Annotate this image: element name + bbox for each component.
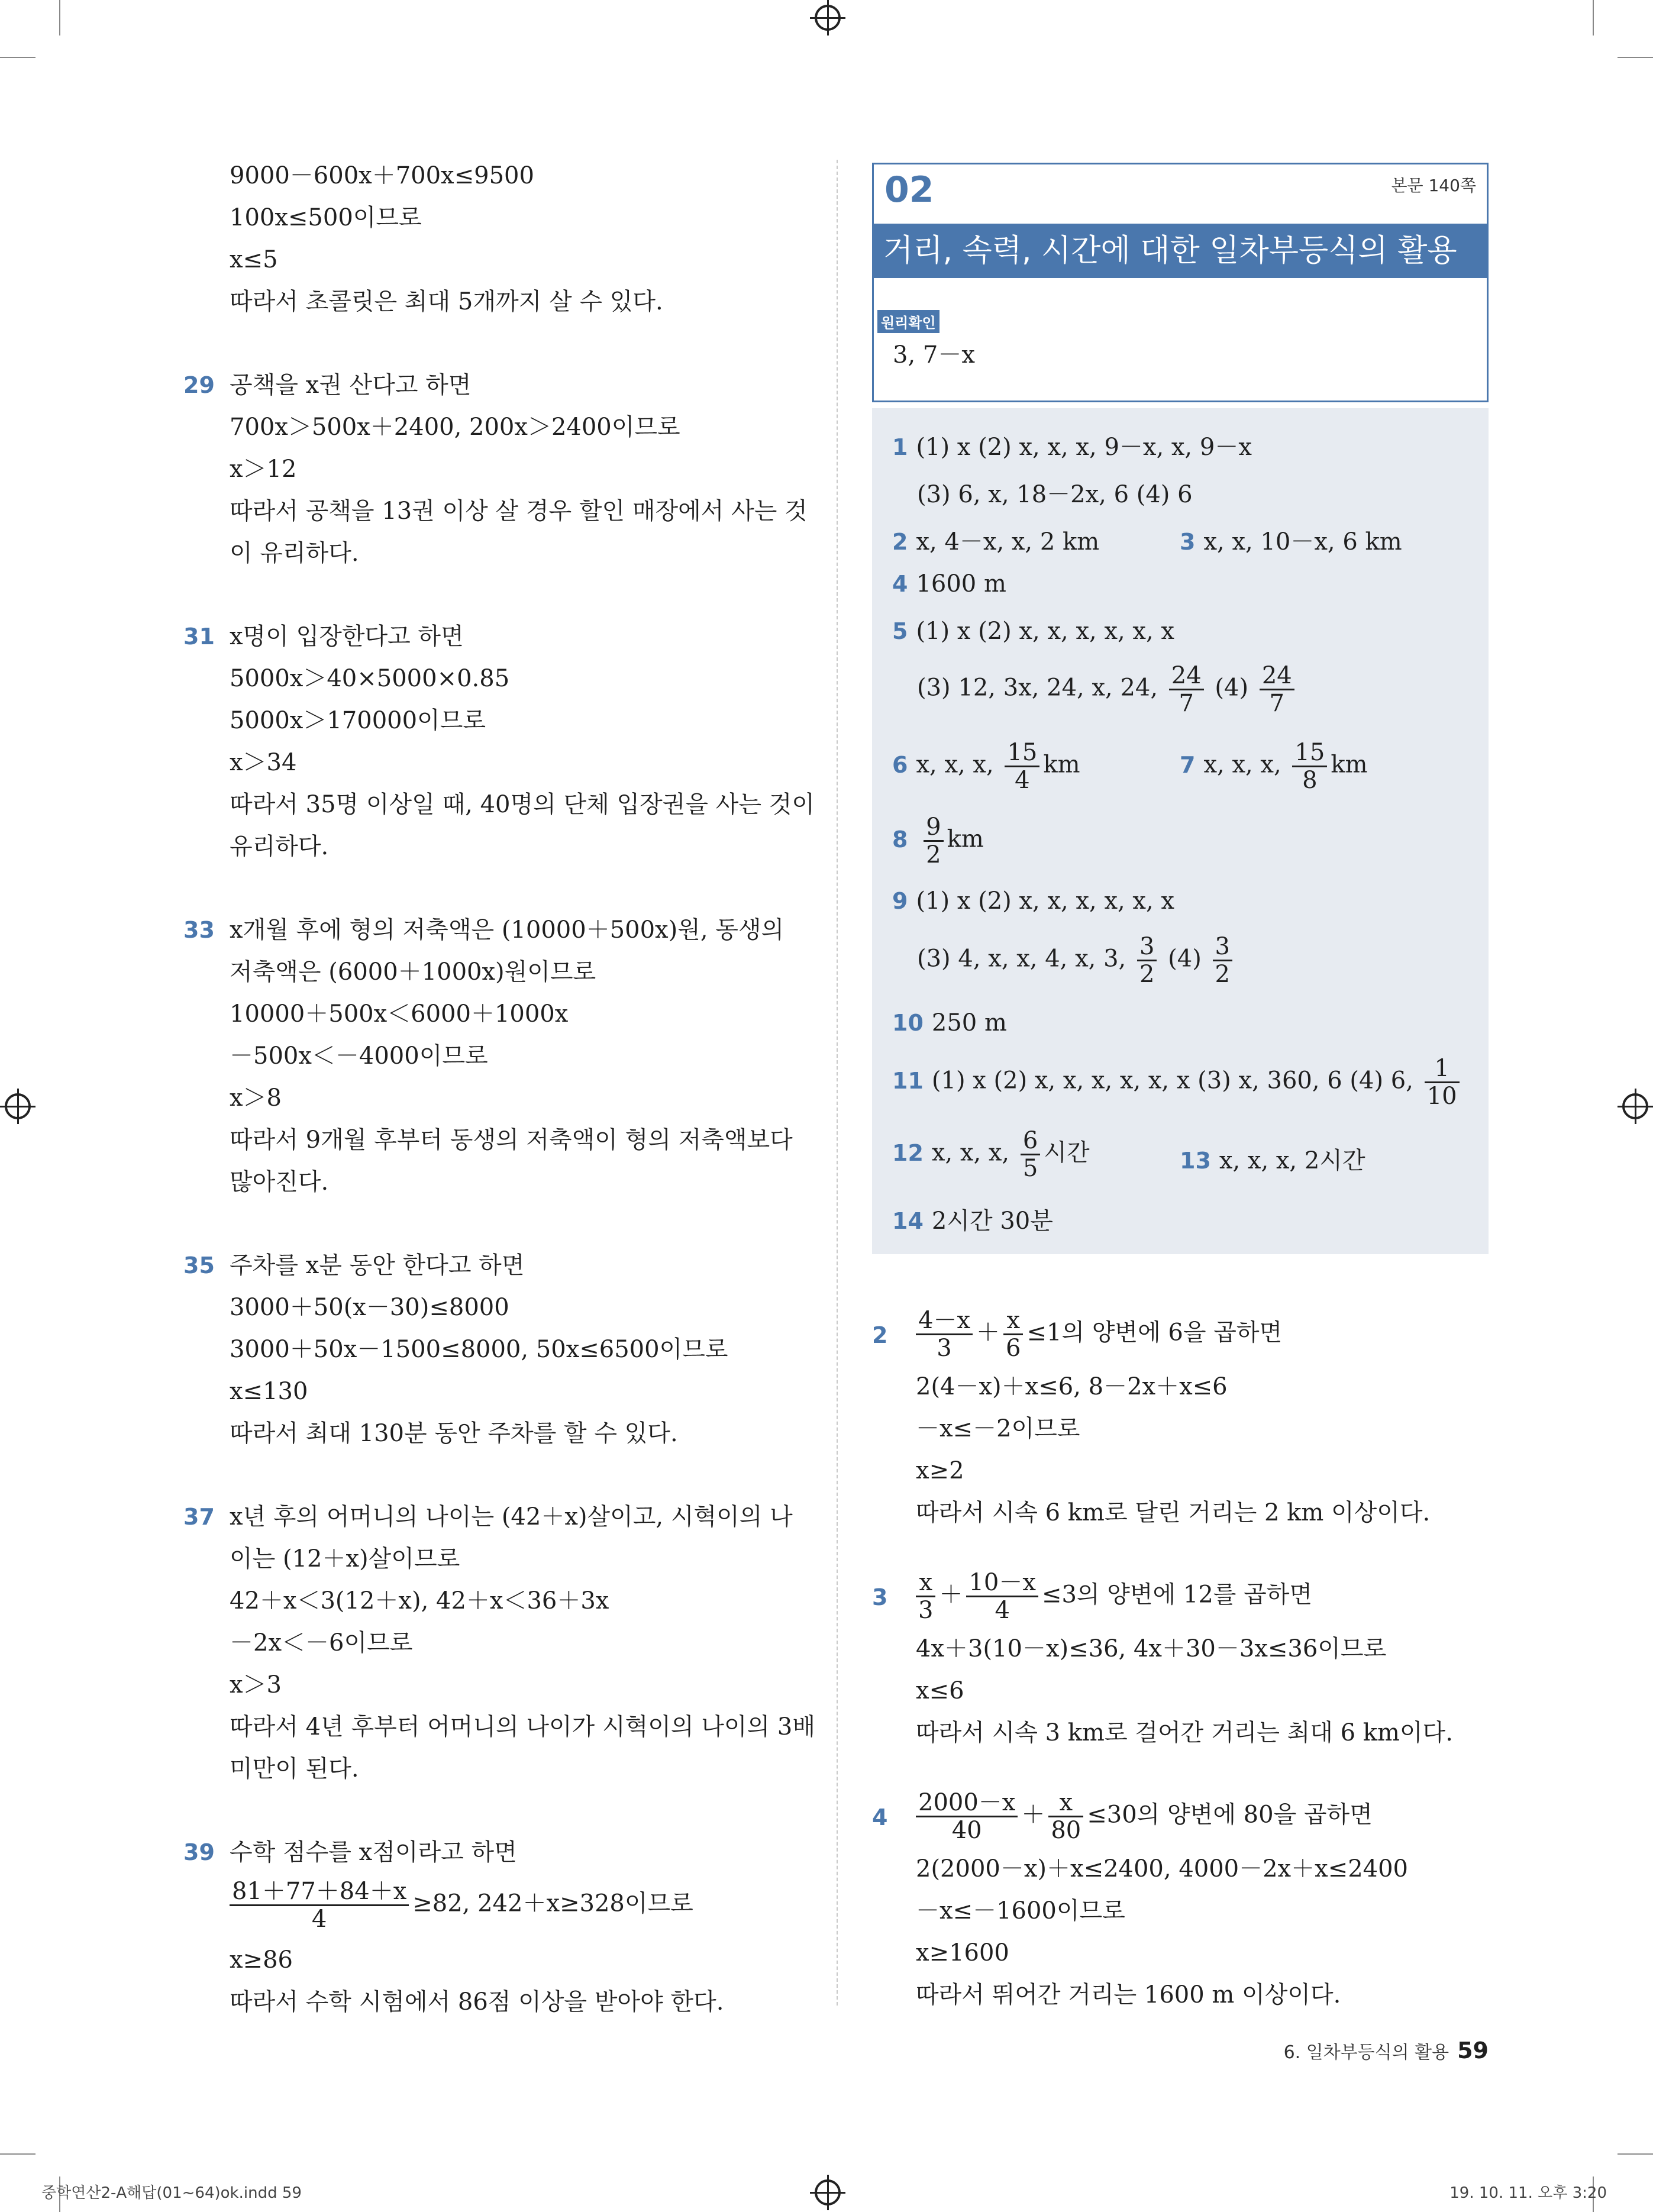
- solution-line: 700x＞500x＋2400, 200x＞2400이므로: [230, 414, 680, 441]
- answer-number: 1: [892, 434, 908, 460]
- solution-line: x＞3: [230, 1671, 282, 1698]
- problem-number: 3: [872, 1584, 888, 1610]
- problem-number: 39: [183, 1839, 215, 1865]
- fraction-numerator: 2000－x: [916, 1790, 1018, 1817]
- answer-text: (4): [1168, 945, 1202, 973]
- fraction-denominator: 6: [1006, 1335, 1021, 1362]
- answer-4: [892, 570, 1006, 598]
- unit-text: km: [1043, 751, 1080, 779]
- fraction-denominator: 7: [1269, 690, 1284, 717]
- answer-text: x, x, 10－x, 6 km: [1203, 528, 1402, 556]
- solution-line: 2(2000－x)＋x≤2400, 4000－2x＋x≤2400: [916, 1855, 1408, 1882]
- solution-line: x≤6: [916, 1677, 964, 1704]
- answer-text: (1) x (2) x, x, x, x, x, x: [916, 887, 1174, 915]
- solution-line: －x≤－1600이므로: [916, 1897, 1125, 1924]
- crop-mark: [0, 57, 35, 58]
- answer-1-cont: [917, 476, 1193, 509]
- answer-14: [892, 1202, 1053, 1236]
- solution-2: [872, 1307, 1489, 1534]
- answer-5: [892, 618, 1174, 645]
- solution-line: x년 후의 어머니의 나이는 (42＋x)살이고, 시혁이의 나: [230, 1503, 793, 1530]
- solution-line: 따라서 시속 6 km로 달린 거리는 2 km 이상이다.: [916, 1499, 1431, 1526]
- answer-number: 5: [892, 618, 908, 644]
- fraction-numerator: 15: [1292, 740, 1327, 767]
- answer-text: (3) 4, x, x, 4, x, 3,: [917, 945, 1126, 973]
- fraction: [1005, 740, 1039, 793]
- solution-line: 5000x＞170000이므로: [230, 707, 486, 734]
- fraction-numerator: 3: [1137, 934, 1157, 961]
- fraction-numerator: 6: [1021, 1128, 1040, 1155]
- inequality-text: ≤1의 양변에 6을 곱하면: [1026, 1319, 1283, 1346]
- answer-number: 4: [892, 571, 908, 597]
- solution-line: x＞34: [230, 749, 297, 776]
- answer-text: x, x, x,: [931, 1139, 1010, 1167]
- crop-mark: [1618, 57, 1653, 58]
- solution-33: [177, 909, 816, 1203]
- solution-line: 이 유리하다.: [230, 540, 359, 567]
- fraction-numerator: x: [1003, 1307, 1023, 1335]
- right-solutions: [872, 1307, 1489, 2052]
- fraction-denominator: 80: [1051, 1817, 1081, 1844]
- answer-text: 2시간 30분: [931, 1207, 1053, 1235]
- answer-number: 3: [1180, 529, 1196, 555]
- answer-6: [892, 740, 1080, 793]
- plus-sign: ＋: [976, 1319, 1000, 1346]
- answer-text: x, x, x,: [1203, 751, 1281, 779]
- solution-line: [230, 1878, 816, 1932]
- solution-line: x≥86: [230, 1946, 293, 1974]
- answer-number: 9: [892, 888, 908, 914]
- solution-line: 3000＋50x－1500≤8000, 50x≤6500이므로: [230, 1336, 728, 1363]
- solution-line: x≤5: [230, 246, 278, 273]
- problem-number: 35: [183, 1252, 215, 1278]
- answer-text: (1) x (2) x, x, x, x, x, x: [916, 618, 1174, 645]
- fraction-numerator: 9: [924, 814, 943, 842]
- solution-line: 따라서 뛰어간 거리는 1600 m 이상이다.: [916, 1981, 1341, 2008]
- answer-number: 13: [1180, 1148, 1211, 1174]
- fraction: [230, 1878, 409, 1932]
- unit-text: km: [947, 825, 984, 853]
- solution-line: x≤130: [230, 1378, 308, 1405]
- crop-mark: [59, 0, 60, 35]
- fraction-denominator: 3: [918, 1597, 934, 1624]
- problem-number: 31: [183, 624, 215, 650]
- answer-text: x, x, x,: [916, 751, 994, 779]
- inequality-text: ≥82, 242＋x≥328이므로: [412, 1890, 693, 1917]
- answer-text: (1) x (2) x, x, x, x, x, x (3) x, 360, 6 (4) 6,: [931, 1067, 1413, 1094]
- solution-line: 수학 점수를 x점이라고 하면: [230, 1839, 517, 1866]
- fraction-denominator: 40: [951, 1817, 982, 1844]
- registration-mark-icon: [5, 1093, 31, 1119]
- fraction-numerator: 1: [1425, 1055, 1460, 1083]
- registration-mark-icon: [1622, 1093, 1648, 1119]
- solution-line: x＞12: [230, 456, 297, 483]
- answer-text: 1600 m: [916, 570, 1006, 598]
- solution-35: [177, 1245, 816, 1455]
- concept-check-badge: 원리확인: [877, 310, 940, 333]
- solution-line: 따라서 수학 시험에서 86점 이상을 받아야 한다.: [230, 1988, 724, 2016]
- fraction-denominator: 7: [1179, 690, 1194, 717]
- fraction: [1292, 740, 1327, 793]
- fraction: [966, 1570, 1038, 1623]
- solution-line: 42＋x＜3(12＋x), 42＋x＜36＋3x: [230, 1587, 609, 1614]
- fraction-numerator: 81＋77＋84＋x: [230, 1878, 409, 1906]
- answer-text: 250 m: [931, 1009, 1007, 1036]
- solution-line: 공책을 x권 산다고 하면: [230, 372, 472, 399]
- answer-text: (3) 6, x, 18－2x, 6 (4) 6: [917, 481, 1193, 508]
- solution-line: 따라서 35명 이상일 때, 40명의 단체 입장권을 사는 것이: [230, 791, 815, 818]
- solution-line: 4x＋3(10－x)≤36, 4x＋30－3x≤36이므로: [916, 1635, 1387, 1662]
- footer-section-title: 6. 일차부등식의 활용: [1283, 2042, 1449, 2063]
- answer-13: [1180, 1142, 1365, 1176]
- solution-line: x≥1600: [916, 1939, 1009, 1966]
- answer-text: (3) 12, 3x, 24, x, 24,: [917, 674, 1158, 702]
- fraction-denominator: 10: [1426, 1083, 1457, 1110]
- solution-line: －x≤－2이므로: [916, 1415, 1080, 1442]
- page-footer: [1284, 2037, 1489, 2064]
- print-slug-timestamp: 19. 10. 11. 오후 3:20: [1449, 2184, 1607, 2202]
- section-title: 거리, 속력, 시간에 대한 일차부등식의 활용: [874, 224, 1487, 278]
- fraction: [1213, 934, 1232, 987]
- solution-4: [872, 1790, 1489, 2016]
- fraction-denominator: 2: [1215, 961, 1230, 988]
- section-number: 02: [884, 169, 934, 211]
- solution-27-tail: [177, 155, 816, 323]
- fraction: [1425, 1055, 1460, 1109]
- solution-line: －500x＜－4000이므로: [230, 1042, 488, 1070]
- answer-11: [892, 1055, 1463, 1109]
- answer-number: 7: [1180, 751, 1196, 778]
- problem-number: 29: [183, 372, 215, 398]
- answer-number: 6: [892, 751, 908, 778]
- inequality-text: ≤30의 양변에 80을 곱하면: [1087, 1801, 1373, 1829]
- problem-number: 33: [183, 917, 215, 943]
- answer-text: (4): [1215, 674, 1249, 702]
- solution-line: 이는 (12＋x)살이므로: [230, 1545, 460, 1572]
- fraction: [916, 1790, 1018, 1843]
- left-column: [177, 155, 816, 2065]
- fraction-denominator: 2: [926, 841, 941, 868]
- fraction: [916, 1570, 935, 1623]
- solution-line: 주차를 x분 동안 한다고 하면: [230, 1252, 525, 1279]
- problem-number: 2: [872, 1322, 888, 1348]
- solution-line: x명이 입장한다고 하면: [230, 623, 464, 650]
- answer-10: [892, 1009, 1007, 1036]
- fraction: [1003, 1307, 1023, 1361]
- solution-line: 따라서 초콜릿은 최대 5개까지 살 수 있다.: [230, 288, 663, 315]
- solution-line: 따라서 최대 130분 동안 주차를 할 수 있다.: [230, 1420, 678, 1447]
- fraction-numerator: 3: [1213, 934, 1232, 961]
- section-header-box: [872, 163, 1489, 402]
- problem-number: 4: [872, 1804, 888, 1830]
- crop-mark: [1593, 0, 1594, 35]
- solution-line: 저축액은 (6000＋1000x)원이므로: [230, 958, 596, 986]
- fraction-numerator: 15: [1005, 740, 1039, 767]
- answer-3: [1180, 523, 1402, 557]
- answer-7: [1180, 740, 1368, 793]
- solution-line: 따라서 공책을 13권 이상 살 경우 할인 매장에서 사는 것: [230, 498, 808, 525]
- print-slug-filename: 중학연산2-A해답(01~64)ok.indd 59: [41, 2184, 302, 2202]
- textbook-page-ref: 본문 140쪽: [1391, 176, 1476, 195]
- solution-3: [872, 1570, 1489, 1754]
- answer-12: [892, 1128, 1090, 1181]
- answer-number: 14: [892, 1208, 924, 1234]
- fraction-numerator: 24: [1260, 663, 1294, 690]
- fraction: [1260, 663, 1294, 716]
- answer-8: [892, 814, 984, 868]
- fraction: [1137, 934, 1157, 987]
- fraction: [916, 1307, 973, 1361]
- fraction: [924, 814, 943, 868]
- solution-29: [177, 364, 816, 574]
- solution-line: 5000x＞40×5000×0.85: [230, 665, 510, 692]
- answer-number: 11: [892, 1067, 924, 1094]
- fraction-denominator: 4: [311, 1906, 327, 1933]
- problem-number: 37: [183, 1504, 215, 1530]
- solution-line: 미만이 된다.: [230, 1755, 359, 1782]
- crop-mark: [1618, 2153, 1653, 2155]
- answer-5-cont: [917, 663, 1298, 716]
- page-number: 59: [1457, 2037, 1489, 2064]
- solution-31: [177, 616, 816, 868]
- fraction: [1169, 663, 1204, 716]
- answer-2: [892, 523, 1099, 557]
- fraction-denominator: 8: [1302, 767, 1318, 794]
- answer-9-cont: [917, 934, 1236, 987]
- solution-line: 유리하다.: [230, 833, 329, 860]
- answer-number: 2: [892, 529, 908, 555]
- plus-sign: ＋: [939, 1581, 963, 1609]
- solution-line: [916, 1570, 1489, 1623]
- fraction-numerator: 24: [1169, 663, 1204, 690]
- solution-line: －2x＜－6이므로: [230, 1629, 413, 1656]
- answer-panel: [872, 408, 1489, 1254]
- fraction-numerator: x: [916, 1570, 935, 1597]
- fraction-denominator: 4: [1015, 767, 1030, 794]
- solution-line: x≥2: [916, 1457, 964, 1484]
- crop-mark: [0, 2153, 35, 2155]
- solution-line: 따라서 9개월 후부터 동생의 저축액이 형의 저축액보다: [230, 1126, 793, 1154]
- answer-text: x, 4－x, x, 2 km: [916, 528, 1100, 556]
- registration-mark-icon: [815, 5, 841, 31]
- solution-line: 따라서 시속 3 km로 걸어간 거리는 최대 6 km이다.: [916, 1719, 1453, 1746]
- unit-text: km: [1331, 751, 1368, 779]
- answer-text: x, x, x, 2시간: [1219, 1147, 1365, 1174]
- concept-check-answer: 3, 7－x: [893, 341, 975, 369]
- solution-line: [916, 1307, 1489, 1361]
- solution-line: 9000－600x＋700x≤9500: [230, 162, 534, 189]
- fraction-denominator: 3: [937, 1335, 952, 1362]
- solution-line: 3000＋50(x－30)≤8000: [230, 1294, 509, 1321]
- answer-1: [892, 428, 1252, 462]
- solution-line: 따라서 4년 후부터 어머니의 나이가 시혁이의 나이의 3배: [230, 1713, 815, 1740]
- solution-line: 100x≤500이므로: [230, 204, 422, 231]
- solution-line: 2(4－x)＋x≤6, 8－2x＋x≤6: [916, 1373, 1228, 1400]
- fraction-denominator: 5: [1022, 1155, 1038, 1182]
- solution-line: [916, 1790, 1489, 1843]
- fraction-denominator: 4: [995, 1597, 1010, 1624]
- solution-line: x개월 후에 형의 저축액은 (10000＋500x)원, 동생의: [230, 916, 784, 944]
- solution-line: 10000＋500x＜6000＋1000x: [230, 1000, 569, 1028]
- registration-mark-icon: [815, 2179, 841, 2205]
- inequality-text: ≤3의 양변에 12를 곱하면: [1041, 1581, 1313, 1609]
- solution-39: [177, 1832, 816, 2023]
- answer-number: 12: [892, 1139, 924, 1166]
- solution-37: [177, 1496, 816, 1790]
- column-divider: [837, 160, 838, 2006]
- fraction: [1021, 1128, 1040, 1181]
- answer-9: [892, 887, 1174, 915]
- plus-sign: ＋: [1021, 1801, 1045, 1829]
- answer-number: 10: [892, 1010, 924, 1036]
- answer-number: 8: [892, 826, 908, 852]
- fraction-denominator: 2: [1139, 961, 1155, 988]
- fraction-numerator: 10－x: [966, 1570, 1038, 1597]
- solution-line: 많아진다.: [230, 1168, 329, 1196]
- fraction-numerator: 4－x: [916, 1307, 973, 1335]
- unit-text: 시간: [1044, 1139, 1090, 1167]
- answer-text: (1) x (2) x, x, x, 9－x, x, 9－x: [916, 434, 1252, 461]
- solution-line: x＞8: [230, 1084, 282, 1112]
- fraction: [1048, 1790, 1083, 1843]
- fraction-numerator: x: [1048, 1790, 1083, 1817]
